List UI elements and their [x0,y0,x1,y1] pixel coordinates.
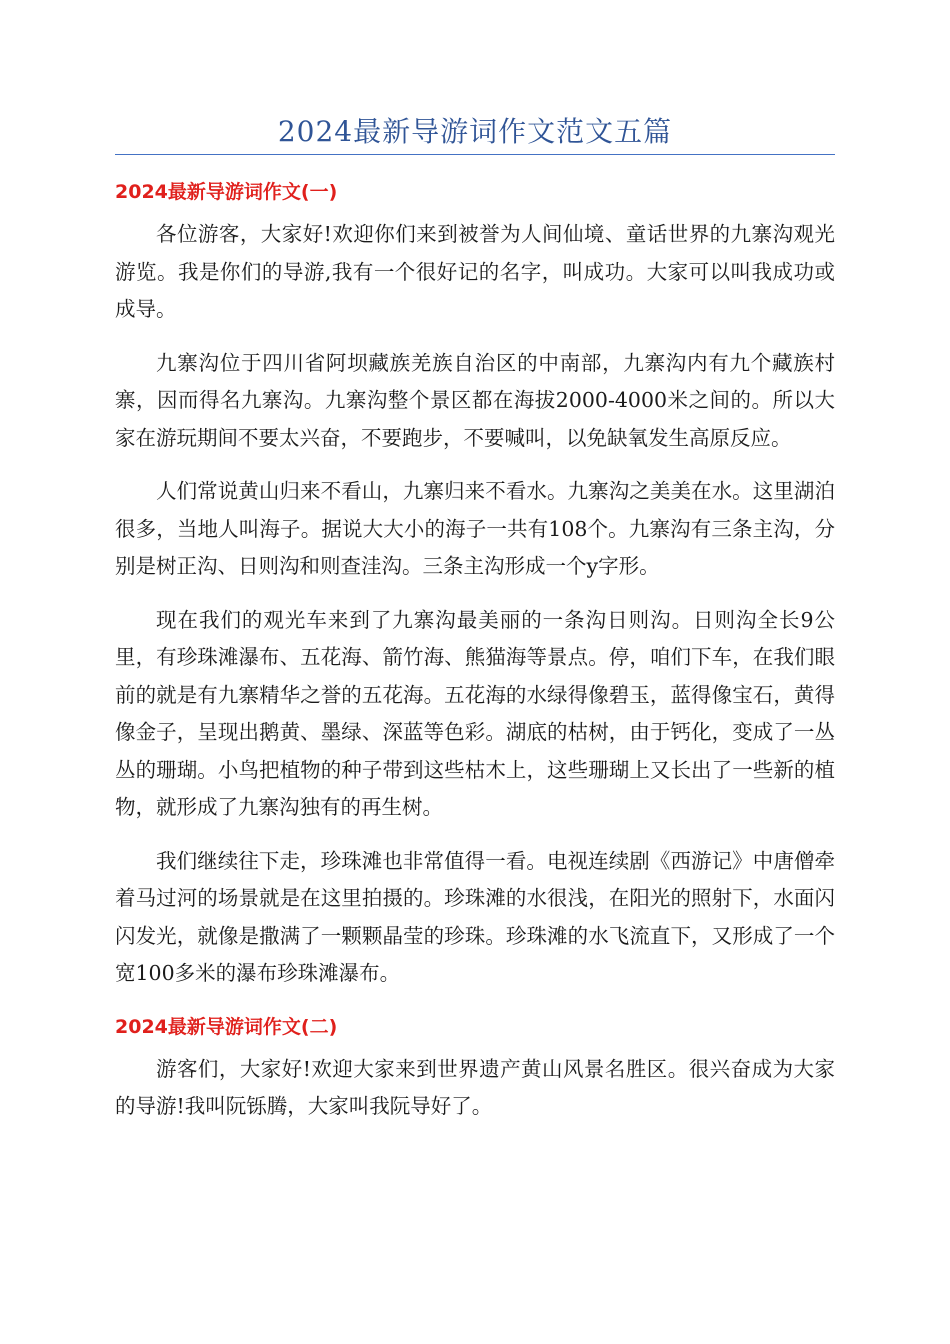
document-body [115,172,835,1142]
paragraph: 游客们，大家好!欢迎大家来到世界遗产黄山风景名胜区。很兴奋成为大家的导游!我叫阮铄腾，大家叫我阮导好了。 [115,1056,835,1118]
section-1 [115,172,835,993]
paragraph: 九寨沟位于四川省阿坝藏族羌族自治区的中南部，九寨沟内有九个藏族村寨，因而得名九寨沟。九寨沟整个景区都在海拔2000-4000米之间的。所以大家在游玩期间不要太兴奋，不要跑步，不要喊叫，以免缺氧发生高原反应。 [115,350,835,450]
title-underline [115,154,835,155]
document-title: 2024最新导游词作文范文五篇 [277,115,673,148]
section-heading: 2024最新导游词作文(二) [115,1015,338,1038]
section-2 [115,1007,835,1126]
paragraph: 人们常说黄山归来不看山，九寨归来不看水。九寨沟之美美在水。这里湖泊很多，当地人叫海子。据说大大小的海子一共有108个。九寨沟有三条主沟，分别是树正沟、日则沟和则查洼沟。三条主沟形成一个y字形。 [115,479,835,578]
paragraph: 各位游客，大家好!欢迎你们来到被誉为人间仙境、童话世界的九寨沟观光游览。我是你们的导游,我有一个很好记的名字，叫成功。大家可以叫我成功或成导。 [115,222,835,321]
paragraph: 我们继续往下走，珍珠滩也非常值得一看。电视连续剧《西游记》中唐僧牵着马过河的场景就是在这里拍摄的。珍珠滩的水很浅，在阳光的照射下，水面闪闪发光，就像是撒满了一颗颗晶莹的珍珠。珍珠滩的水飞流直下，又形成了一个宽100多米的瀑布珍珠滩瀑布。 [115,848,835,985]
paragraph: 现在我们的观光车来到了九寨沟最美丽的一条沟日则沟。日则沟全长9公里，有珍珠滩瀑布、五花海、箭竹海、熊猫海等景点。停，咱们下车，在我们眼前的就是有九寨精华之誉的五花海。五花海的水绿得像碧玉，蓝得像宝石，黄得像金子，呈现出鹅黄、墨绿、深蓝等色彩。湖底的枯树，由于钙化，变成了一丛丛的珊瑚。小鸟把植物的种子带到这些枯木上，这些珊瑚上又长出了一些新的植物，就形成了九寨沟独有的再生树。 [115,607,835,819]
section-heading: 2024最新导游词作文(一) [115,181,338,203]
